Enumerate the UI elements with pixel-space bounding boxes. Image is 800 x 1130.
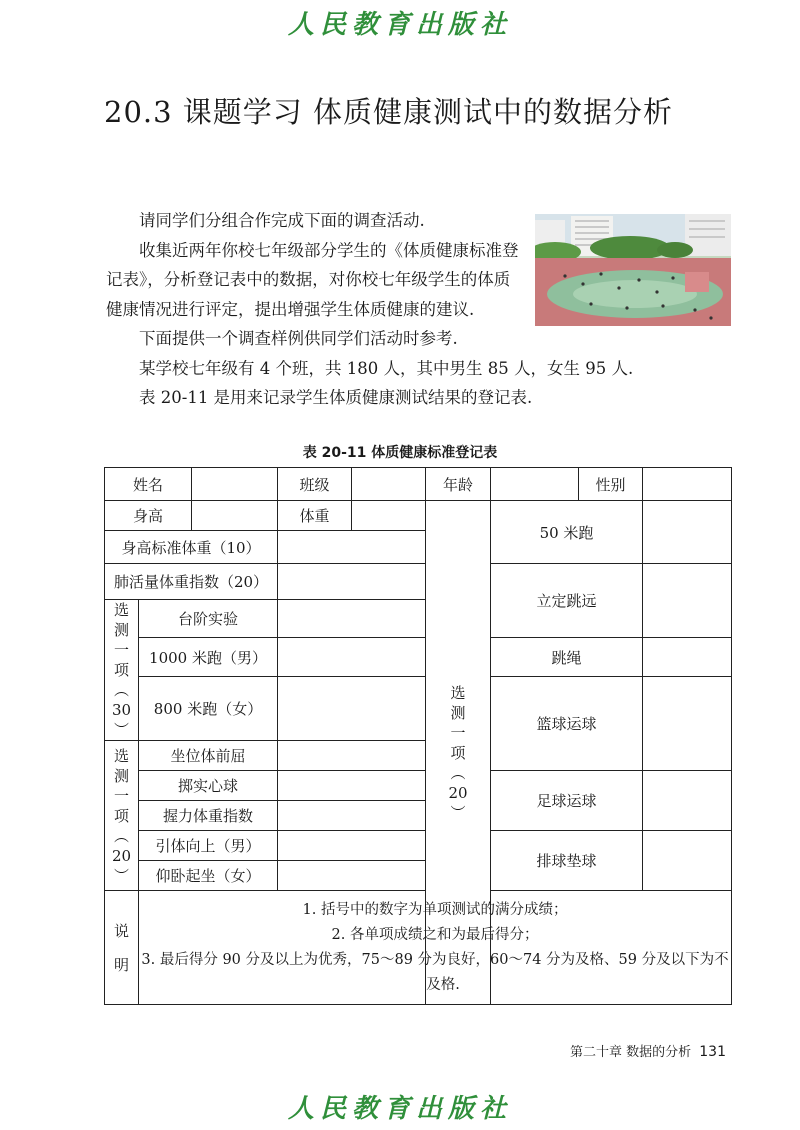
group2-char: 项	[113, 806, 129, 825]
paragraph-5: 表 20-11 是用来记录学生体质健康测试结果的登记表.	[139, 388, 533, 407]
group2-label	[105, 741, 139, 891]
notes-label-char: 明	[113, 955, 129, 974]
std-weight-label: 身高标准体重（10）	[105, 531, 278, 564]
group1-char: ︵	[113, 681, 129, 699]
group2-char: 一	[113, 786, 129, 805]
note-item: 1. 括号中的数字为单项测试的满分成绩；	[302, 901, 568, 918]
test-standing-long-jump: 立定跳远	[491, 564, 643, 638]
group1-char: 30	[111, 701, 132, 719]
test-800m-run: 800 米跑（女）	[139, 677, 278, 741]
height-cell	[192, 501, 278, 531]
test-basketball-dribble-cell	[643, 677, 732, 771]
paragraph-4: 某学校七年级有 4 个班，共 180 人，其中男生 85 人，女生 95 人.	[139, 358, 634, 378]
gender-label: 性别	[579, 468, 643, 501]
group2-row-4	[105, 831, 732, 861]
test-1000m-run-cell	[278, 638, 426, 677]
school-sports-field-photo	[535, 214, 731, 326]
weight-label: 体重	[278, 501, 352, 531]
test-football-dribble: 足球运球	[491, 771, 643, 831]
test-step: 台阶实验	[139, 600, 278, 638]
test-50m-run-cell	[643, 501, 732, 564]
height-label: 身高	[105, 501, 192, 531]
group2-char: ︵	[113, 826, 129, 845]
test-jump-rope-cell	[643, 638, 732, 677]
page-footer	[0, 1041, 726, 1060]
test-sit-and-reach-cell	[278, 741, 426, 771]
group1-char: ︶	[113, 721, 129, 739]
age-label: 年龄	[426, 468, 491, 501]
paragraph-2: 收集近两年你校七年级部分学生的《体质健康标准登记表》，分析登记表中的数据，对你校七年级学生的体质健康情况进行评定，提出增强学生体质健康的建议.	[106, 240, 519, 319]
paragraph-1: 请同学们分组合作完成下面的调查活动.	[139, 211, 425, 230]
group3-char: 20	[448, 783, 468, 802]
group1-label	[105, 600, 139, 741]
group2-char: 测	[113, 766, 129, 785]
paragraph-3: 下面提供一个调查样例供同学们活动时参考.	[139, 329, 458, 348]
notes-label-char: 说	[113, 921, 129, 940]
weight-cell	[352, 501, 426, 531]
lung-label: 肺活量体重指数（20）	[105, 564, 278, 600]
test-50m-run: 50 米跑	[491, 501, 643, 564]
notes-label	[105, 891, 139, 1005]
notes-text	[139, 891, 732, 1005]
group1-char: 测	[113, 621, 129, 639]
test-pull-up: 引体向上（男）	[139, 831, 278, 861]
group3-char: 测	[450, 703, 466, 722]
group2-char: 20	[111, 846, 132, 865]
group1-char: 选	[113, 601, 129, 619]
class-label: 班级	[278, 468, 352, 501]
table-caption: 表 20-11 体质健康标准登记表	[302, 445, 498, 461]
std-weight-cell	[278, 531, 426, 564]
note-item: 3. 最后得分 90 分及以上为优秀，75～89 分为良好，60～74 分为及格、59 分及以下为不及格.	[141, 951, 729, 993]
age-cell	[491, 468, 579, 501]
group3-char: ︵	[450, 763, 466, 782]
test-sit-and-reach: 坐位体前屈	[139, 741, 278, 771]
publisher-logo-bottom: 人民教育出版社	[287, 1094, 512, 1124]
test-pull-up-cell	[278, 831, 426, 861]
group2-char: ︶	[113, 866, 129, 885]
test-grip-strength: 握力体重指数	[139, 801, 278, 831]
test-standing-long-jump-cell	[643, 564, 732, 638]
note-item: 2. 各单项成绩之和为最后得分；	[331, 926, 539, 943]
publisher-logo-top: 人民教育出版社	[287, 10, 512, 40]
test-football-dribble-cell	[643, 771, 732, 831]
group3-char: 一	[450, 723, 466, 742]
group1-char: 项	[113, 661, 129, 679]
fitness-registration-table	[104, 467, 732, 1005]
test-grip-strength-cell	[278, 801, 426, 831]
name-label: 姓名	[105, 468, 192, 501]
group2-char: 选	[113, 746, 129, 765]
test-step-cell	[278, 600, 426, 638]
test-sit-up: 仰卧起坐（女）	[139, 861, 278, 891]
test-basketball-dribble: 篮球运球	[491, 677, 643, 771]
chapter-label: 第二十章 数据的分析	[569, 1045, 692, 1060]
test-medicine-ball: 掷实心球	[139, 771, 278, 801]
lung-cell	[278, 564, 426, 600]
test-volleyball-pass: 排球垫球	[491, 831, 643, 891]
page-number: 131	[699, 1044, 726, 1060]
name-cell	[192, 468, 278, 501]
section-title: 20.3 课题学习 体质健康测试中的数据分析	[104, 95, 674, 129]
group2-row-2	[105, 771, 732, 801]
group1-row-2	[105, 638, 732, 677]
gender-cell	[643, 468, 732, 501]
test-1000m-run: 1000 米跑（男）	[139, 638, 278, 677]
class-cell	[352, 468, 426, 501]
test-sit-up-cell	[278, 861, 426, 891]
lung-row	[105, 564, 732, 600]
test-800m-run-cell	[278, 677, 426, 741]
group3-char: 选	[450, 683, 466, 702]
test-jump-rope: 跳绳	[491, 638, 643, 677]
test-medicine-ball-cell	[278, 771, 426, 801]
group3-char: 项	[450, 743, 466, 762]
notes-row	[105, 891, 732, 1005]
height-weight-row	[105, 501, 732, 531]
group1-row-3	[105, 677, 732, 741]
group1-char: 一	[113, 641, 129, 659]
header-row	[105, 468, 732, 501]
test-volleyball-pass-cell	[643, 831, 732, 891]
group3-char: ︶	[450, 803, 466, 822]
